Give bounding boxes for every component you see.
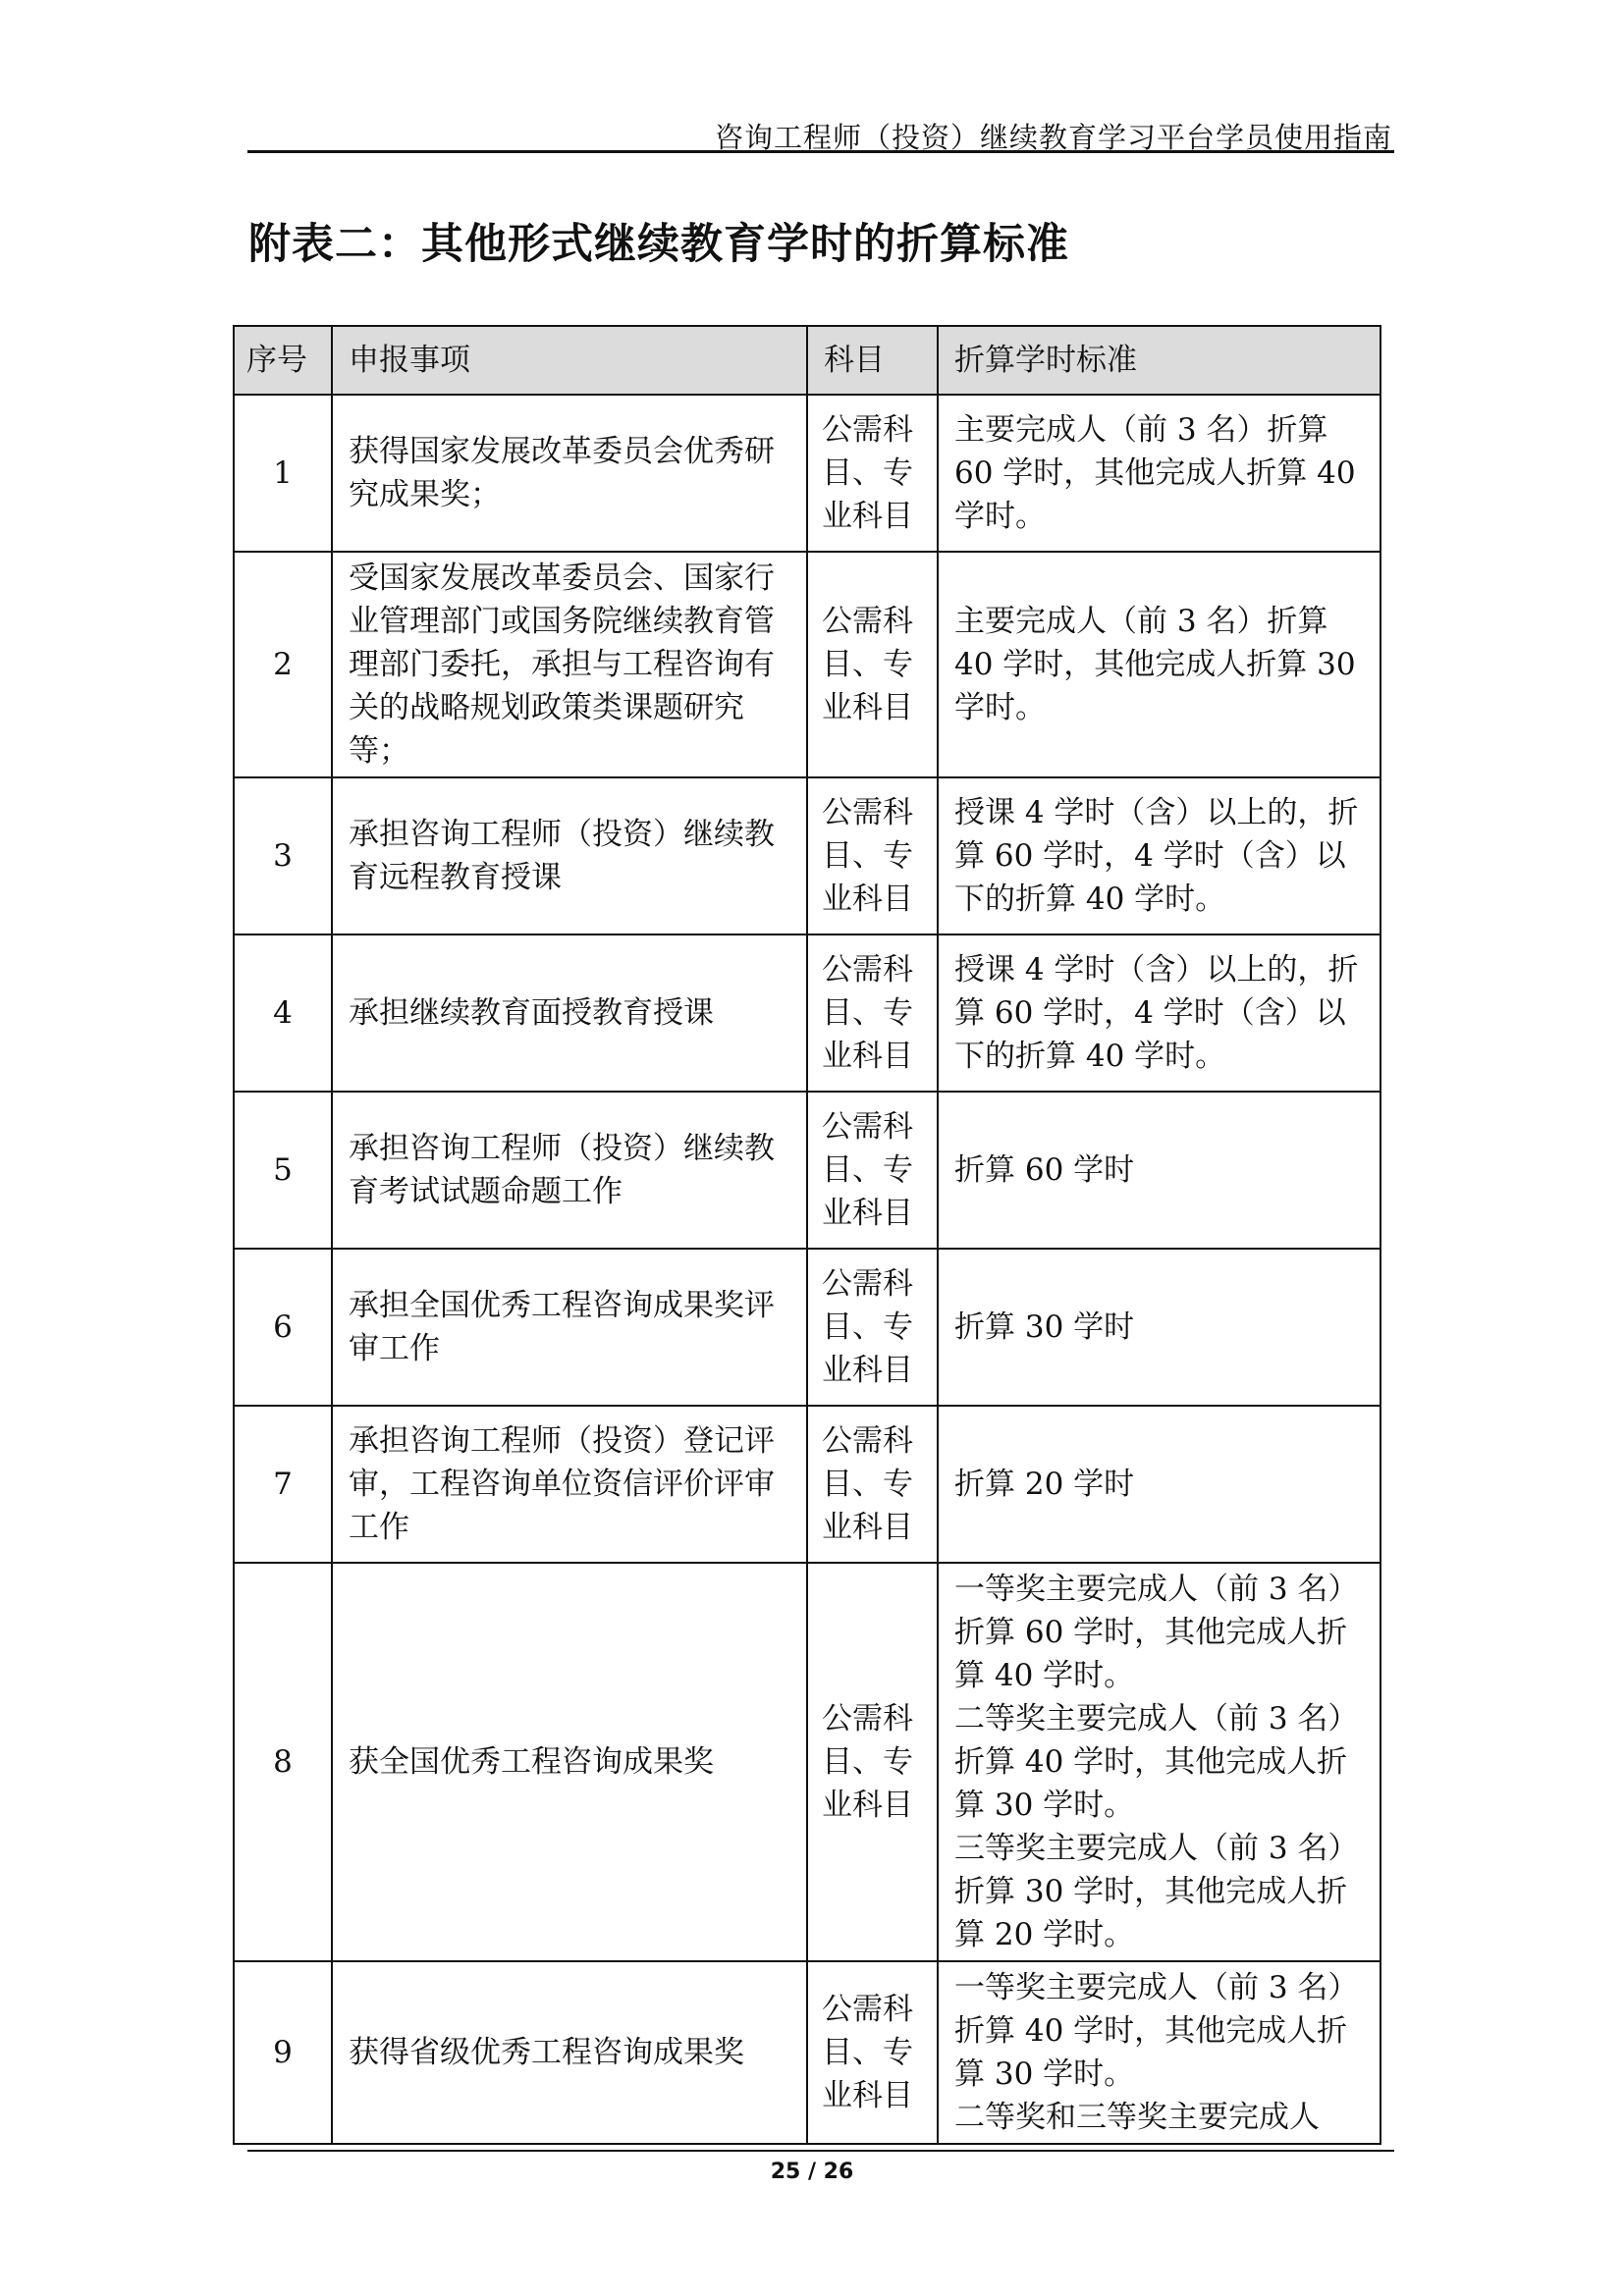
column-header-subject: 科目 [807,326,938,395]
row-number: 5 [234,1092,332,1249]
row-number: 3 [234,777,332,934]
row-number: 4 [234,934,332,1092]
row-number: 6 [234,1249,332,1406]
row-item: 获全国优秀工程咨询成果奖 [332,1563,807,1961]
standard-line: 主要完成人（前 3 名）折算 40 学时，其他完成人折算 30 学时。 [954,604,1356,725]
row-item: 承担继续教育面授教育授课 [332,934,807,1092]
row-item: 承担咨询工程师（投资）继续教育远程教育授课 [332,777,807,934]
standard-line: 二等奖和三等奖主要完成人 [954,2100,1320,2135]
table-row [234,934,1380,1092]
row-subject: 公需科目、专业科目 [807,395,938,552]
row-number: 8 [234,1563,332,1961]
row-item: 受国家发展改革委员会、国家行业管理部门或国务院继续教育管理部门委托，承担与工程咨询有关的战略规划政策类课题研究等； [332,552,807,777]
row-item: 承担咨询工程师（投资）登记评审，工程咨询单位资信评价评审工作 [332,1406,807,1563]
row-standard [938,1563,1380,1961]
column-header-standard: 折算学时标准 [938,326,1380,395]
standard-line: 二等奖主要完成人（前 3 名）折算 40 学时，其他完成人折算 30 学时。 [954,1701,1359,1823]
standard-line: 折算 20 学时 [954,1467,1135,1502]
table-row [234,777,1380,934]
row-number: 1 [234,395,332,552]
footer-divider [247,2150,1394,2152]
row-item: 承担咨询工程师（投资）继续教育考试试题命题工作 [332,1092,807,1249]
page-number: 25 / 26 [770,2160,854,2184]
standard-line: 一等奖主要完成人（前 3 名）折算 40 学时，其他完成人折算 30 学时。 [954,1970,1359,2092]
row-standard [938,552,1380,777]
row-subject: 公需科目、专业科目 [807,1406,938,1563]
standard-line: 主要完成人（前 3 名）折算 60 学时，其他完成人折算 40 学时。 [954,412,1356,534]
standard-line: 一等奖主要完成人（前 3 名）折算 60 学时，其他完成人折算 40 学时。 [954,1572,1359,1693]
table-row [234,552,1380,777]
standard-line: 三等奖主要完成人（前 3 名）折算 30 学时，其他完成人折算 20 学时。 [954,1831,1359,1952]
row-standard [938,1092,1380,1249]
row-standard [938,395,1380,552]
row-item: 承担全国优秀工程咨询成果奖评审工作 [332,1249,807,1406]
table-row [234,1961,1380,2144]
row-item: 获得省级优秀工程咨询成果奖 [332,1961,807,2144]
page-title: 附表二：其他形式继续教育学时的折算标准 [248,220,1069,269]
row-standard [938,1249,1380,1406]
standard-line: 授课 4 学时（含）以上的，折算 60 学时，4 学时（含）以下的折算 40 学时。 [954,952,1359,1074]
column-header-item: 申报事项 [332,326,807,395]
column-header-no: 序号 [234,326,332,395]
table-row [234,1563,1380,1961]
table-row [234,395,1380,552]
row-item: 获得国家发展改革委员会优秀研究成果奖； [332,395,807,552]
row-subject: 公需科目、专业科目 [807,1092,938,1249]
header-divider [247,150,1394,153]
standard-line: 折算 30 学时 [954,1309,1135,1345]
table-header-row [234,326,1380,395]
row-standard [938,1406,1380,1563]
standard-line: 授课 4 学时（含）以上的，折算 60 学时，4 学时（含）以下的折算 40 学时。 [954,795,1359,917]
row-subject: 公需科目、专业科目 [807,1563,938,1961]
standard-line: 折算 60 学时 [954,1152,1135,1188]
row-standard [938,934,1380,1092]
table-row [234,1406,1380,1563]
row-standard [938,1961,1380,2144]
row-number: 2 [234,552,332,777]
row-subject: 公需科目、专业科目 [807,1249,938,1406]
row-subject: 公需科目、专业科目 [807,934,938,1092]
row-number: 7 [234,1406,332,1563]
conversion-standard-table [233,325,1381,2145]
running-header: 咨询工程师（投资）继续教育学习平台学员使用指南 [714,121,1392,154]
row-number: 9 [234,1961,332,2144]
row-subject: 公需科目、专业科目 [807,777,938,934]
row-standard [938,777,1380,934]
table-row [234,1092,1380,1249]
row-subject: 公需科目、专业科目 [807,552,938,777]
table-row [234,1249,1380,1406]
row-subject: 公需科目、专业科目 [807,1961,938,2144]
